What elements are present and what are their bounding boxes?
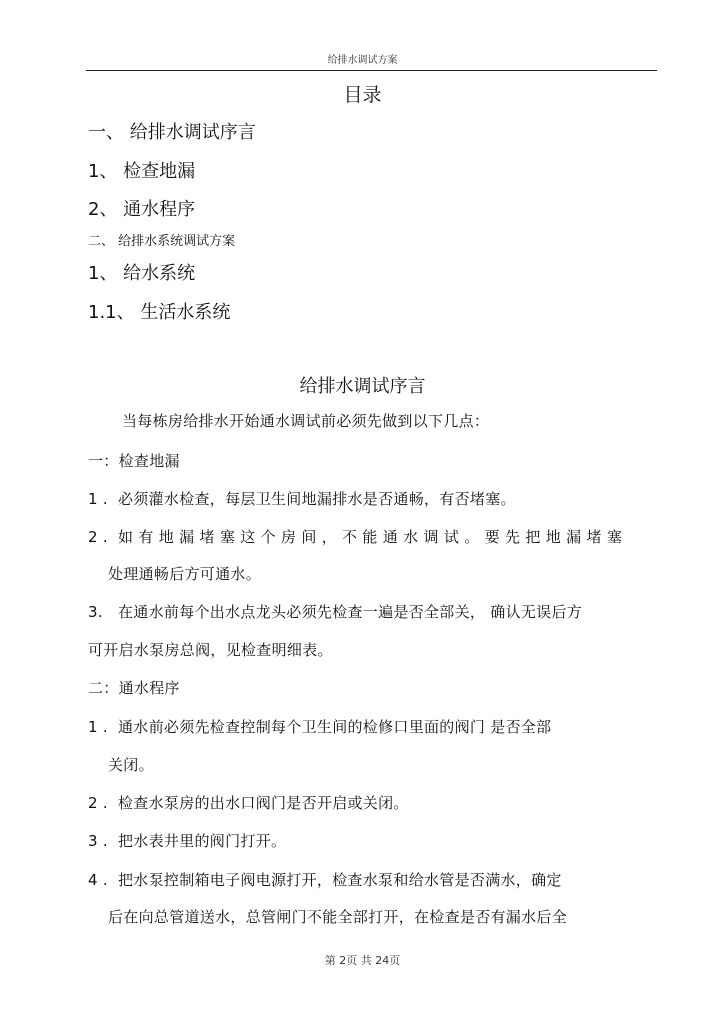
list-item	[88, 601, 582, 622]
list-item-number: 1 .	[88, 490, 108, 508]
list-item-number: 1 .	[88, 718, 108, 736]
list-item-number: 4 .	[88, 871, 108, 889]
list-item	[88, 716, 551, 737]
list-item-text: 把水泵控制箱电子阀电源打开，检查水泵和给水管是否满水，确定	[118, 871, 562, 889]
list-item	[88, 869, 562, 890]
list-item	[88, 792, 409, 813]
toc-item: 1.1、 生活水系统	[88, 302, 231, 323]
toc-item: 一、 给排水调试序言	[88, 122, 256, 143]
list-item-continuation: 处理通畅后方可通水。	[108, 565, 262, 583]
section-title: 给排水调试序言	[299, 376, 426, 397]
page-header-title: 给排水调试方案	[327, 55, 398, 66]
list-item	[88, 830, 286, 851]
list-item-text: 如 有 地 漏 堵 塞 这 个 房 间 ， 不 能 通 水 调 试 。 要 先 把 地 漏 堵 塞	[118, 528, 623, 546]
part1-heading: 一：检查地漏	[88, 452, 180, 470]
section-intro: 当每栋房给排水开始通水调试前必须先做到以下几点：	[122, 412, 490, 430]
list-item-text: 检查水泵房的出水口阀门是否开启或关闭。	[118, 794, 409, 812]
list-item-number: 3.	[88, 603, 103, 621]
list-item-continuation: 后在向总管道送水，总管闸门不能全部打开，在检查是否有漏水后全	[108, 908, 568, 926]
list-item-number: 2 .	[88, 528, 108, 546]
toc-item: 1、 给水系统	[88, 263, 196, 284]
list-item-text: 必须灌水检查，每层卫生间地漏排水是否通畅，有否堵塞。	[118, 490, 516, 508]
list-item-text: 把水表井里的阀门打开。	[118, 832, 287, 850]
list-item-number: 2 .	[88, 794, 108, 812]
list-item-text: 通水前必须先检查控制每个卫生间的检修口里面的阀门 是否全部	[118, 718, 552, 736]
list-item	[88, 488, 516, 509]
toc-item: 2、 通水程序	[88, 199, 196, 220]
page-footer-number: 第 2页 共 24页	[324, 954, 401, 967]
header-divider	[86, 70, 657, 71]
toc-item: 二、 给排水系统调试方案	[88, 234, 236, 249]
list-item	[88, 526, 622, 547]
list-item-number: 3 .	[88, 832, 108, 850]
list-item-text: 在通水前每个出水点龙头必须先检查一遍是否全部关， 确认无误后方	[118, 603, 583, 621]
part2-heading: 二：通水程序	[88, 679, 180, 697]
list-item-continuation: 可开启水泵房总阀，见检查明细表。	[88, 641, 333, 659]
list-item-continuation: 关闭。	[108, 756, 154, 774]
toc-item: 1、 检查地漏	[88, 161, 196, 182]
toc-title: 目录	[343, 84, 382, 106]
